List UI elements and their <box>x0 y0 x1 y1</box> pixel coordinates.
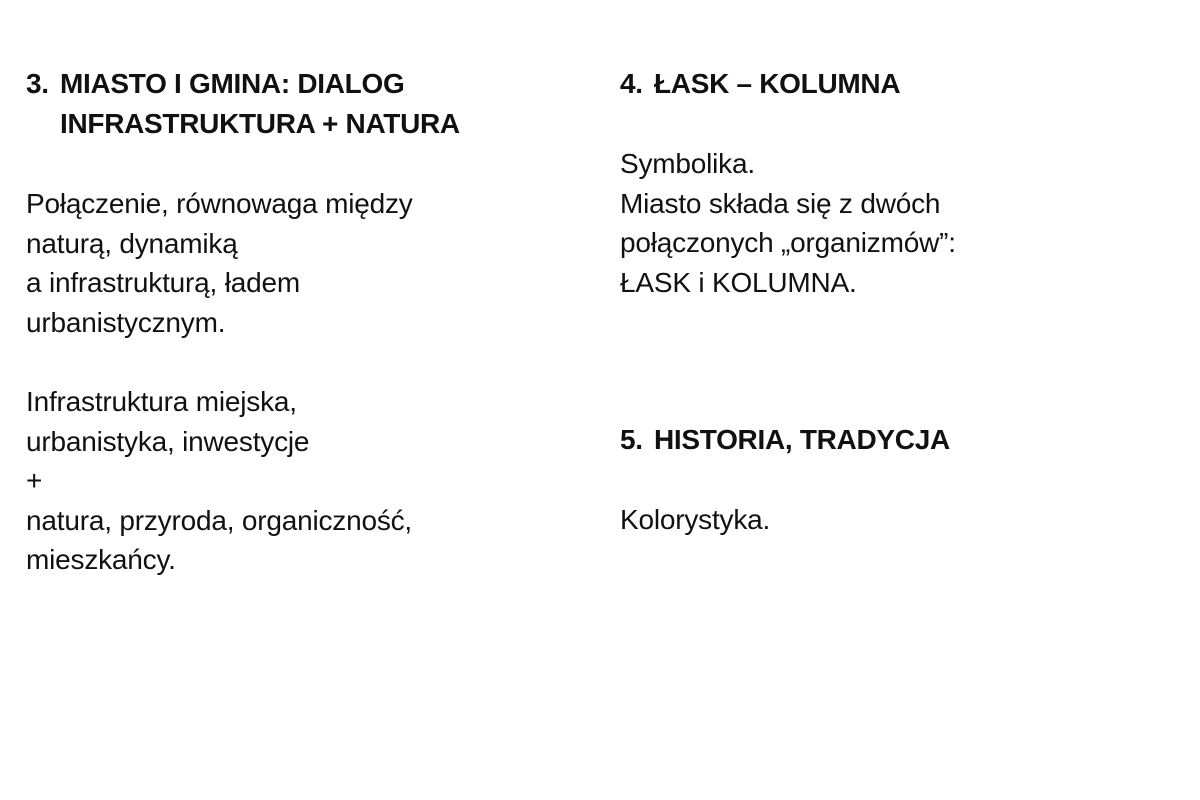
text-line: natura, przyroda, organiczność, <box>26 504 413 536</box>
section-4-heading <box>620 64 1180 104</box>
section-3-paragraph-2 <box>26 382 586 580</box>
plus-sign: + <box>26 465 43 496</box>
text-line: urbanistycznym. <box>26 306 226 338</box>
text-line: urbanistyka, inwestycje <box>26 425 310 457</box>
text-line: mieszkańcy. <box>26 544 176 575</box>
text-line: Symbolika. <box>620 148 755 179</box>
section-4-5 <box>620 64 1180 540</box>
section-5-heading <box>620 420 1180 460</box>
text-line: Miasto składa się z dwóch <box>620 187 941 219</box>
text-line: naturą, dynamiką <box>26 227 238 259</box>
section-3-number: 3. <box>26 68 49 99</box>
section-5-title: HISTORIA, TRADYCJA <box>654 424 950 455</box>
section-3-title-line1: MIASTO I GMINA: DIALOG <box>60 68 405 99</box>
section-3-title-line2: INFRASTRUKTURA + NATURA <box>60 108 460 139</box>
section-3-paragraph-1 <box>26 184 586 342</box>
section-5-paragraph <box>620 500 1180 540</box>
text-line: a infrastrukturą, ładem <box>26 267 300 298</box>
text-line: Kolorystyka. <box>620 504 771 535</box>
text-line: Połączenie, równowaga między <box>26 188 413 219</box>
section-4-paragraph <box>620 144 1180 302</box>
text-line: ŁASK i KOLUMNA. <box>620 266 857 298</box>
text-line: połączonych „organizmów”: <box>620 227 956 258</box>
section-4-number: 4. <box>620 68 643 99</box>
section-4-title: ŁASK – KOLUMNA <box>654 68 901 99</box>
section-5-number: 5. <box>620 424 643 455</box>
section-3 <box>26 64 586 580</box>
section-3-heading <box>26 64 586 144</box>
text-line: Infrastruktura miejska, <box>26 386 297 417</box>
